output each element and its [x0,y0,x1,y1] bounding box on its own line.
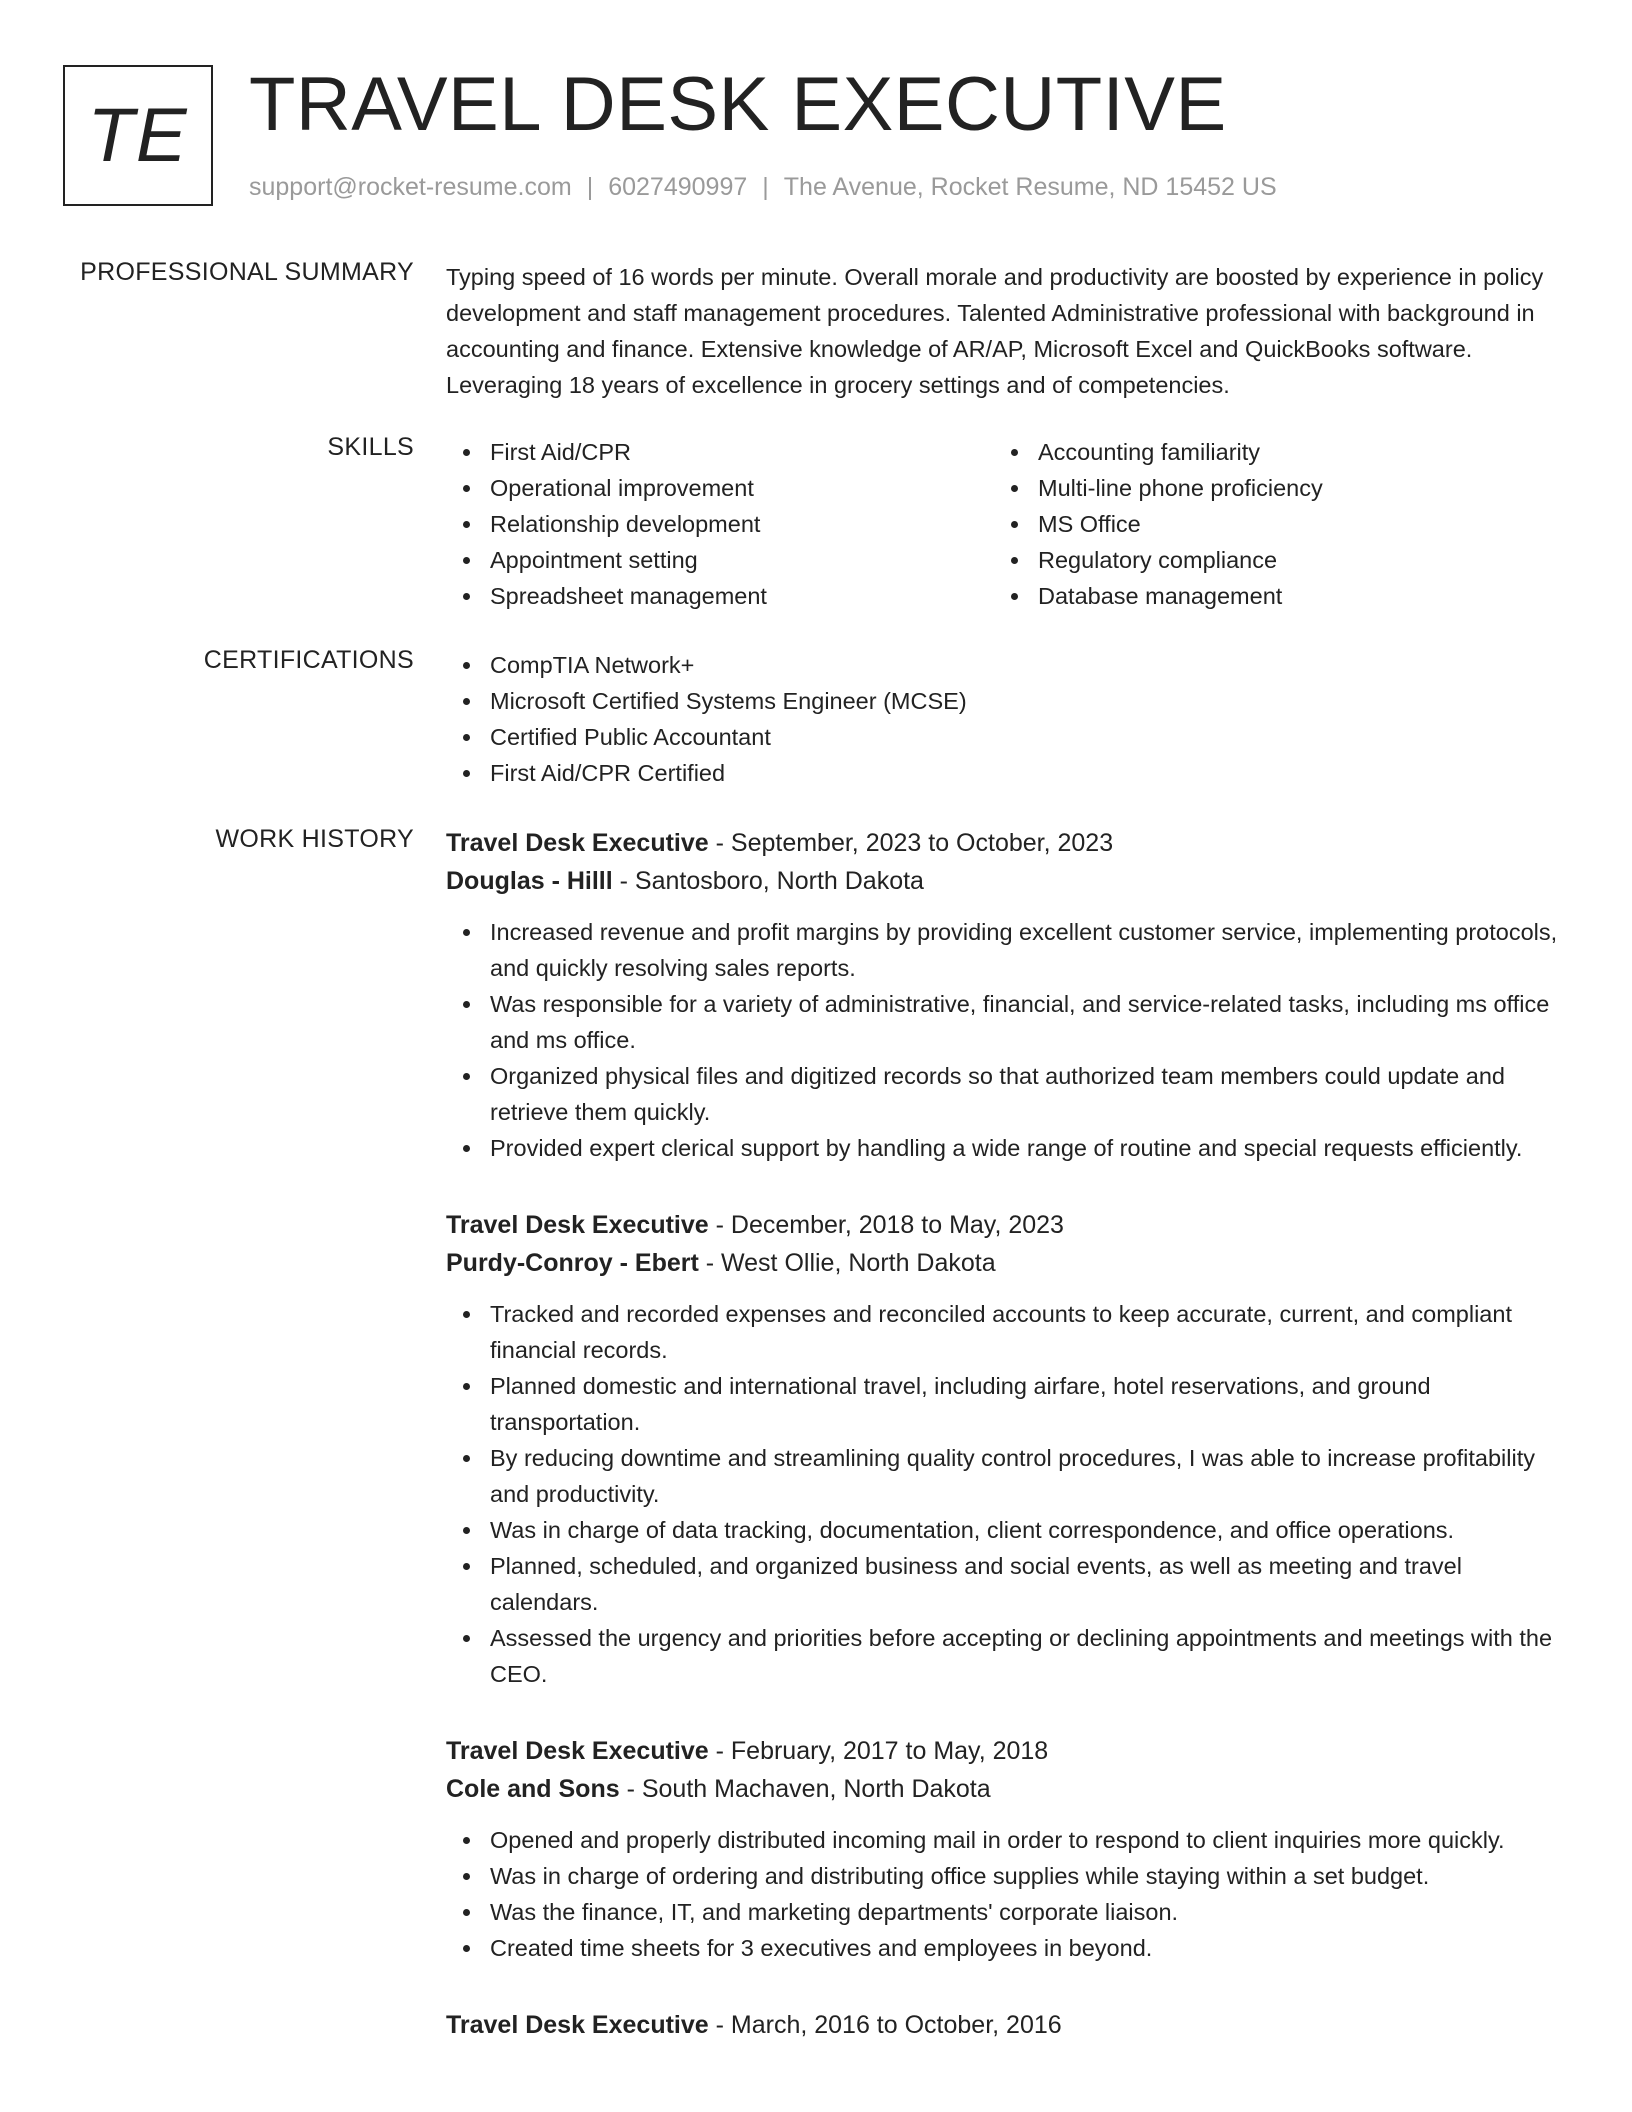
job-entry [446,1206,1566,1692]
job-dates: - February, 2017 to May, 2018 [708,1737,1049,1765]
list-item: MS Office [994,506,1542,542]
list-item: Multi-line phone proficiency [994,470,1542,506]
list-item: Certified Public Accountant [446,719,1566,755]
job-title-line [446,2006,1566,2044]
job-dates: - September, 2023 to October, 2023 [708,829,1114,857]
section-heading: PROFESSIONAL SUMMARY [80,258,414,286]
section-heading: CERTIFICATIONS [203,646,414,674]
job-location: - West Ollie, North Dakota [698,1249,996,1277]
job-title: Travel Desk Executive [446,829,709,857]
certifications-list [446,647,1566,791]
list-item: By reducing downtime and streamlining quality control procedures, I was able to increase profitability and productivity. [446,1440,1566,1512]
job-bullets [446,914,1566,1166]
job-company: Purdy-Conroy - Ebert [446,1249,699,1277]
list-item: First Aid/CPR [446,434,994,470]
page-title: TRAVEL DESK EXECUTIVE [249,62,1227,147]
job-company: Cole and Sons [446,1775,620,1803]
job-company-line [446,1770,1566,1808]
summary-text: Typing speed of 16 words per minute. Overall morale and productivity are boosted by experience in policy development and staff management procedures. Talented Administrative professional with background in accounting and finance. Extensive knowledge of AR/AP, Microsoft Excel and QuickBooks software. Leveraging 18 years of excellence in grocery settings and of competencies. [446,264,1544,398]
job-dates: - March, 2016 to October, 2016 [708,2011,1062,2039]
list-item: First Aid/CPR Certified [446,755,1566,791]
list-item: Regulatory compliance [994,542,1542,578]
list-item: Relationship development [446,506,994,542]
list-item: Opened and properly distributed incoming mail in order to respond to client inquiries more quickly. [446,1822,1566,1858]
job-title: Travel Desk Executive [446,1211,709,1239]
list-item: Planned, scheduled, and organized business and social events, as well as meeting and travel calendars. [446,1548,1566,1620]
job-title-line [446,824,1566,862]
contact-phone: 6027490997 [608,173,748,201]
section-heading: SKILLS [327,433,414,461]
certifications-body [446,647,1566,791]
list-item: Tracked and recorded expenses and reconciled accounts to keep accurate, current, and compliant financial records. [446,1296,1566,1368]
job-dates: - December, 2018 to May, 2023 [708,1211,1064,1239]
list-item: Increased revenue and profit margins by providing excellent customer service, implementing protocols, and quickly resolving sales reports. [446,914,1566,986]
job-title: Travel Desk Executive [446,2011,709,2039]
job-title-line [446,1206,1566,1244]
resume-header [63,62,1563,210]
skills-list-left [446,434,994,614]
job-location: - South Machaven, North Dakota [619,1775,991,1803]
list-item: Was in charge of ordering and distributing office supplies while staying within a set budget. [446,1858,1566,1894]
list-item: Was responsible for a variety of administrative, financial, and service-related tasks, including ms office and ms office. [446,986,1566,1058]
skills-list-right [994,434,1542,614]
list-item: Provided expert clerical support by handling a wide range of routine and special requests efficiently. [446,1130,1566,1166]
job-bullets [446,1822,1566,1966]
list-item: CompTIA Network+ [446,647,1566,683]
job-title-line [446,1732,1566,1770]
contact-line [249,173,1277,202]
contact-email: support@rocket-resume.com [249,173,572,201]
list-item: Appointment setting [446,542,994,578]
job-company-line [446,862,1566,900]
list-item: Database management [994,578,1542,614]
list-item: Operational improvement [446,470,994,506]
list-item: Was in charge of data tracking, documentation, client correspondence, and office operations. [446,1512,1566,1548]
job-location: - Santosboro, North Dakota [612,867,924,895]
work-history-body [446,824,1566,2084]
job-title: Travel Desk Executive [446,1737,709,1765]
monogram-logo: TE [63,65,213,206]
contact-address: The Avenue, Rocket Resume, ND 15452 US [783,173,1277,201]
job-company-line [446,1244,1566,1282]
job-entry [446,2006,1566,2044]
list-item: Created time sheets for 3 executives and employees in beyond. [446,1930,1566,1966]
skills-columns [446,434,1566,614]
list-item: Planned domestic and international travel, including airfare, hotel reservations, and ground transportation. [446,1368,1566,1440]
list-item: Spreadsheet management [446,578,994,614]
list-item: Accounting familiarity [994,434,1542,470]
contact-separator: | [586,173,594,201]
list-item: Microsoft Certified Systems Engineer (MCSE) [446,683,1566,719]
section-heading: WORK HISTORY [215,825,414,853]
list-item: Assessed the urgency and priorities before accepting or declining appointments and meetings with the CEO. [446,1620,1566,1692]
skills-body [446,434,1566,614]
list-item: Organized physical files and digitized records so that authorized team members could update and retrieve them quickly. [446,1058,1566,1130]
job-entry [446,1732,1566,1966]
job-entry [446,824,1566,1166]
list-item: Was the finance, IT, and marketing departments' corporate liaison. [446,1894,1566,1930]
job-company: Douglas - Hilll [446,867,613,895]
contact-separator: | [762,173,769,201]
job-bullets [446,1296,1566,1692]
